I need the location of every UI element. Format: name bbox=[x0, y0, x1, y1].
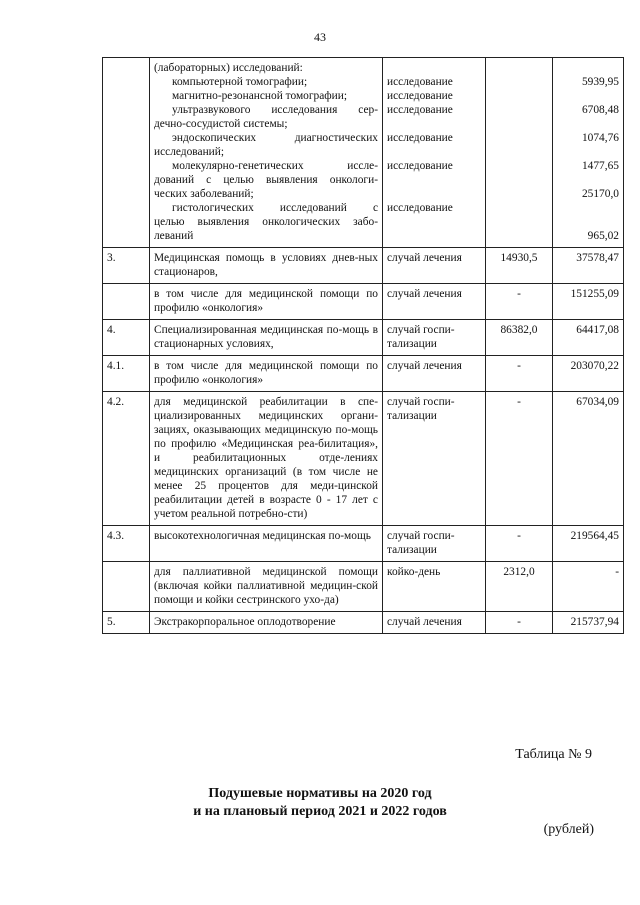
norm-cell: - bbox=[486, 356, 553, 392]
cost-cell: 37578,47 bbox=[553, 248, 624, 284]
unit-cell: случай госпи-тализации bbox=[383, 526, 486, 562]
description-line: молекулярно-генетических иссле- bbox=[172, 160, 378, 172]
description-line: (лабораторных) исследований: bbox=[154, 62, 303, 74]
unit-line: исследование bbox=[387, 104, 453, 116]
row-number-cell: 5. bbox=[103, 612, 150, 634]
section-heading-subtitle: и на плановый период 2021 и 2022 годов bbox=[193, 804, 447, 819]
table-row bbox=[103, 562, 624, 612]
norm-cell: 2312,0 bbox=[486, 562, 553, 612]
unit-cell: случай госпи-тализации bbox=[383, 392, 486, 526]
cost-cell: 64417,08 bbox=[553, 320, 624, 356]
unit-line: исследование bbox=[387, 160, 453, 172]
description-line: компьютерной томографии; bbox=[172, 76, 308, 88]
row-number-cell bbox=[103, 562, 150, 612]
description-line: леваний bbox=[154, 230, 194, 242]
unit-line: исследование bbox=[387, 132, 453, 144]
cost-cell: - bbox=[553, 562, 624, 612]
cost-cell: 67034,09 bbox=[553, 392, 624, 526]
cost-line: 6708,48 bbox=[581, 104, 619, 116]
page-number: 43 bbox=[314, 30, 326, 44]
description-cell: Специализированная медицинская по-мощь в стационарных условиях, bbox=[150, 320, 383, 356]
description-line: эндоскопических диагностических bbox=[172, 132, 378, 144]
description-cell: для медицинской реабилитации в спе-циализированных медицинских органи-зациях, оказывающих медицинскую по-мощь по профилю «Медицинская реа-билитация», и реабилитационных отде-лениях медицинских организаций (в том числе не менее 25 процентов для меди-цинской реабилитации детей в возрасте 0 - 17 лет с учетом реальной потребно-сти) bbox=[150, 392, 383, 526]
norm-cell bbox=[486, 58, 553, 248]
row-number-cell: 3. bbox=[103, 248, 150, 284]
description-cell: Экстракорпоральное оплодотворение bbox=[150, 612, 383, 634]
unit-cell: случай лечения bbox=[383, 284, 486, 320]
cost-line: 1074,76 bbox=[581, 132, 619, 144]
unit-cell: койко-день bbox=[383, 562, 486, 612]
currency-note: (рублей) bbox=[543, 822, 594, 837]
description-cell: в том числе для медицинской помощи по профилю «онкология» bbox=[150, 284, 383, 320]
unit-line: исследование bbox=[387, 76, 453, 88]
row-number-cell bbox=[103, 284, 150, 320]
description-cell bbox=[150, 58, 383, 248]
norm-cell: - bbox=[486, 526, 553, 562]
description-cell: в том числе для медицинской помощи по профилю «онкология» bbox=[150, 356, 383, 392]
cost-cell bbox=[553, 58, 624, 248]
table-row bbox=[103, 58, 624, 248]
table-row bbox=[103, 356, 624, 392]
unit-cell: случай лечения bbox=[383, 248, 486, 284]
row-number-cell: 4. bbox=[103, 320, 150, 356]
norm-cell: - bbox=[486, 612, 553, 634]
cost-cell: 203070,22 bbox=[553, 356, 624, 392]
table-row bbox=[103, 526, 624, 562]
description-line: целью выявления онкологических забо- bbox=[154, 216, 378, 228]
table-row bbox=[103, 320, 624, 356]
cost-cell: 151255,09 bbox=[553, 284, 624, 320]
unit-cell: случай лечения bbox=[383, 356, 486, 392]
cost-line: 5939,95 bbox=[581, 76, 619, 88]
table-row bbox=[103, 392, 624, 526]
cost-cell: 215737,94 bbox=[553, 612, 624, 634]
description-cell: высокотехнологичная медицинская по-мощь bbox=[150, 526, 383, 562]
cost-line: 25170,0 bbox=[581, 188, 619, 200]
norm-cell: 86382,0 bbox=[486, 320, 553, 356]
unit-cell: случай госпи-тализации bbox=[383, 320, 486, 356]
table-row bbox=[103, 248, 624, 284]
cost-line: 1477,65 bbox=[581, 160, 619, 172]
description-cell: Медицинская помощь в условиях днев-ных стационаров, bbox=[150, 248, 383, 284]
table-label: Таблица № 9 bbox=[515, 747, 592, 762]
unit-cell: случай лечения bbox=[383, 612, 486, 634]
unit-line: исследование bbox=[387, 90, 453, 102]
row-number-cell: 4.3. bbox=[103, 526, 150, 562]
description-line: дечно-сосудистой системы; bbox=[154, 118, 288, 130]
row-number-cell: 4.1. bbox=[103, 356, 150, 392]
norm-cell: 14930,5 bbox=[486, 248, 553, 284]
section-heading: Подушевые нормативы на 2020 год bbox=[208, 786, 432, 801]
description-line: ческих заболеваний; bbox=[154, 188, 254, 200]
norm-cell: - bbox=[486, 392, 553, 526]
description-line: ультразвукового исследования сер- bbox=[172, 104, 378, 116]
description-line: магнитно-резонансной томографии; bbox=[172, 90, 348, 102]
description-line: гистологических исследований с bbox=[172, 202, 378, 214]
norm-cell: - bbox=[486, 284, 553, 320]
unit-line: исследование bbox=[387, 202, 453, 214]
description-cell: для паллиативной медицинской помощи (включая койки паллиативной медицин-ской помощи и койки сестринского ухо-да) bbox=[150, 562, 383, 612]
row-number-cell: 4.2. bbox=[103, 392, 150, 526]
norms-table bbox=[102, 57, 624, 634]
description-line: исследований; bbox=[154, 146, 225, 158]
cost-cell: 219564,45 bbox=[553, 526, 624, 562]
table-row bbox=[103, 284, 624, 320]
description-line: дований с целью выявления онкологи- bbox=[154, 174, 378, 186]
cost-line: 965,02 bbox=[587, 230, 619, 242]
table-row bbox=[103, 612, 624, 634]
row-number-cell bbox=[103, 58, 150, 248]
unit-cell bbox=[383, 58, 486, 248]
